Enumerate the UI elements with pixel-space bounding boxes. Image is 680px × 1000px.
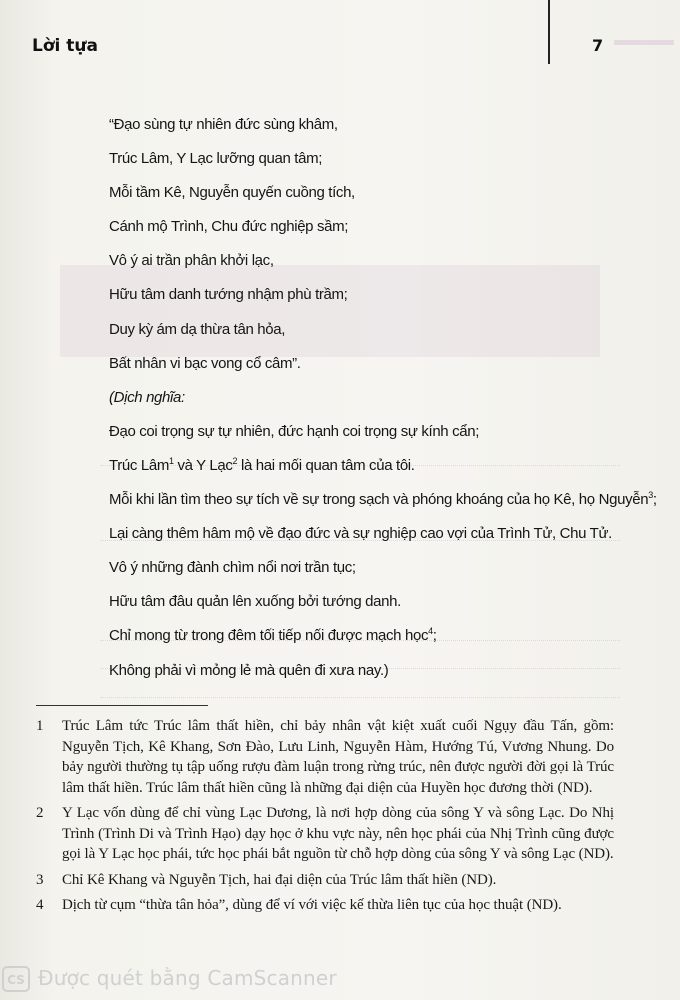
poem-line: Cánh mộ Trình, Chu đức nghiệp sầm;: [109, 218, 349, 236]
footnote-text: Trúc Lâm tức Trúc lâm thất hiền, chỉ bảy nhân vật kiệt xuất cuối Ngụy đầu Tấn, gồm: Nguyễn Tịch, Kê Khang, Sơn Đào, Lưu Linh, Nguyễn Hàm, Hướng Tú, Vương Nhung. Do bảy người thường tụ tập uống rượu đàm luận trong rừng trúc, nên được người đời gọi là Trúc lâm thất hiền. Trúc lâm thất hiền cũng là những đại diện của Huyền học đương thời (ND).: [62, 718, 614, 796]
poem-line: Hữu tâm danh tướng nhậm phù trầm;: [109, 286, 348, 304]
footnote-number: 4: [36, 897, 44, 913]
poem-line: Vô ý ai trần phân khởi lạc,: [109, 252, 274, 270]
footnote-marker: 3: [648, 490, 653, 501]
footnote-1: [36, 716, 614, 798]
header-divider: [548, 0, 550, 64]
footnote-marker: 4: [428, 626, 433, 637]
poem-line-segment: Trúc Lâm: [109, 456, 169, 474]
poem-line: [109, 455, 657, 489]
camscanner-logo-icon: [2, 966, 30, 992]
poem-line-segment: ;: [432, 627, 437, 645]
footnote-divider: [36, 705, 208, 706]
poem-line: Duy kỳ ám dạ thừa tân hỏa,: [109, 320, 286, 338]
footnote-number: 2: [36, 805, 44, 821]
poem-line: [109, 625, 657, 659]
footnote-3: [36, 870, 614, 891]
page-number: 7: [592, 36, 604, 55]
scanner-watermark: [0, 958, 680, 1000]
poem-line-segment: ;: [652, 491, 657, 509]
footnote-marker: 2: [232, 455, 238, 466]
chapter-title: Lời tựa: [32, 36, 98, 56]
poem-line: [109, 489, 657, 523]
poem-line: Trúc Lâm, Y Lạc lưỡng quan tâm;: [109, 150, 323, 168]
poem-line: Đạo coi trọng sự tự nhiên, đức hạnh coi trọng sự kính cẩn;: [109, 422, 480, 440]
poem-line: “Đạo sùng tự nhiên đức sùng khâm,: [109, 116, 338, 133]
poem-line: Lại càng thêm hâm mộ về đạo đức và sự nghiệp cao vợi của Trình Tử, Chu Tử.: [109, 525, 612, 543]
poem-line-segment: là hai mối quan tâm của tôi.: [237, 456, 415, 474]
bleed-through-mark: [614, 40, 674, 45]
footnote-text: Chỉ Kê Khang và Nguyễn Tịch, hai đại diện của Trúc lâm thất hiền (ND).: [62, 871, 497, 888]
footnote-2: [36, 803, 614, 865]
footnote-4: [36, 895, 614, 916]
poem-line: Mỗi tầm Kê, Nguyễn quyến cuồng tích,: [109, 184, 355, 202]
poem-line: Bất nhân vi bạc vong cổ câm”.: [109, 354, 301, 372]
footnote-text: Y Lạc vốn dùng để chỉ vùng Lạc Dương, là nơi hợp dòng của sông Y và sông Lạc. Do Nhị Trình (Trình Di và Trình Hạo) dạy học ở khu vực này, nên học phái của Nhị Trình cũng được gọi là Y Lạc học phái, tức học phái bắt nguồn từ chỗ hợp dòng của sông Y và sông Lạc (ND).: [62, 805, 614, 862]
poem-line: Vô ý những đành chìm nổi nơi trần tục;: [109, 559, 356, 577]
poem-line-segment: và Y Lạc: [173, 456, 233, 474]
poem-block: [109, 114, 657, 694]
footnote-marker: 1: [169, 455, 174, 466]
poem-line-segment: Chỉ mong từ trong đêm tối tiếp nối được mạch học: [109, 627, 429, 645]
footnote-list: [36, 716, 614, 921]
poem-line: (Dịch nghĩa:: [109, 388, 185, 406]
footnote-number: 3: [36, 871, 44, 888]
watermark-text: Được quét bằng CamScanner: [38, 966, 337, 990]
svg-text:CS: CS: [7, 973, 25, 987]
footnote-text: Dịch từ cụm “thừa tân hỏa”, dùng để ví với việc kế thừa liên tục của học thuật (ND).: [62, 897, 562, 913]
poem-line: Không phải vì mỏng lẻ mà quên đi xưa nay.): [109, 661, 389, 679]
poem-line-segment: Mỗi khi lần tìm theo sự tích về sự trong sạch và phóng khoáng của họ Kê, họ Nguyễn: [109, 491, 649, 509]
poem-line: Hữu tâm đâu quản lên xuống bởi tướng danh.: [109, 593, 401, 611]
footnote-number: 1: [36, 718, 44, 734]
bleed-through-rule: [100, 697, 620, 699]
